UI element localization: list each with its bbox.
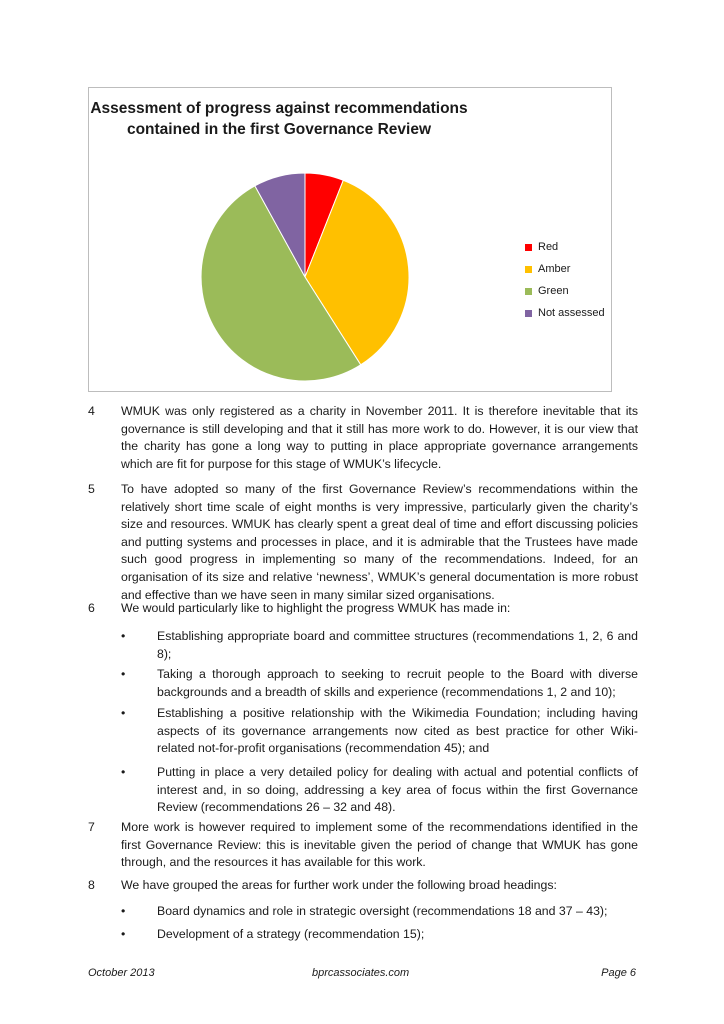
paragraph-text: WMUK was only registered as a charity in November 2011. It is therefore inevitable that its governance is still developing and that it still has more work to do. However, it is our view that the charity has gone a long way to putting in place appropriate governance arrangements which are fit for purpose for this stage of WMUK’s lifecycle. — [121, 404, 638, 471]
pie-chart — [88, 87, 612, 392]
bullet-item — [121, 628, 638, 663]
bullet-text: Taking a thorough approach to seeking to recruit people to the Board with diverse backgrounds and a breadth of skills and experience (recommendations 1, 2 and 10); — [157, 667, 638, 699]
chart-title-line-2: contained in the first Governance Review — [126, 121, 432, 138]
paragraph-number: 7 — [88, 820, 95, 834]
paragraph-7 — [88, 819, 638, 872]
legend-item-green — [525, 280, 605, 302]
bullet-item — [121, 926, 638, 944]
paragraph-number: 6 — [88, 601, 95, 615]
bullet-text: Establishing a positive relationship with the Wikimedia Foundation; including having aspects of its governance arrangements now cited as best practice for other Wiki-related not-for-profit organisations (recommendation 45); and — [157, 706, 638, 756]
paragraph-text: We would particularly like to highlight the progress WMUK has made in: — [121, 601, 511, 615]
bullet-icon: • — [121, 667, 126, 681]
paragraph-number: 4 — [88, 404, 95, 418]
bullet-icon: • — [121, 904, 126, 918]
bullet-icon: • — [121, 706, 126, 720]
paragraph-8 — [88, 877, 638, 895]
bullet-icon: • — [121, 629, 126, 643]
legend-swatch-amber — [525, 266, 532, 273]
legend-swatch-not-assessed — [525, 310, 532, 317]
legend-label-green: Green — [538, 285, 569, 297]
legend-label-red: Red — [538, 241, 559, 253]
paragraph-text: More work is however required to implement some of the recommendations identified in the first Governance Review: this is inevitable given the period of change that WMUK has gone through, and the resources it has available for this work. — [121, 820, 638, 870]
paragraph-5 — [88, 481, 638, 604]
legend-item-not-assessed — [525, 302, 605, 324]
paragraph-6 — [88, 600, 638, 618]
bullet-item — [121, 666, 638, 701]
bullet-text: Putting in place a very detailed policy for dealing with actual and potential conflicts of interest and, in so doing, addressing a key area of focus within the first Governance Review (recommendations 26 – 32 and 48). — [157, 765, 638, 815]
bullet-item — [121, 903, 638, 921]
bullet-icon: • — [121, 927, 126, 941]
bullet-text: Establishing appropriate board and committee structures (recommendations 1, 2, 6 and 8); — [157, 629, 638, 661]
footer-date: October 2013 — [88, 967, 155, 979]
chart-legend — [525, 236, 605, 324]
paragraph-number: 5 — [88, 482, 95, 496]
paragraph-4 — [88, 403, 638, 473]
bullet-item — [121, 764, 638, 817]
bullet-text: Development of a strategy (recommendation 15); — [157, 927, 425, 941]
bullet-item — [121, 705, 638, 758]
paragraph-text: To have adopted so many of the first Governance Review’s recommendations within the relatively short time scale of eight months is very impressive, particularly given the charity’s size and resources. WMUK has clearly spent a great deal of time and effort discussing policies and putting systems and processes in place, and it is admirable that the Trustees have made such good progress in implementing so many of the recommendations. Indeed, for an organisation of its size and relative ‘newness’, WMUK’s general documentation is more robust and effective than we have seen in many similar sized organisations. — [121, 482, 638, 602]
legend-item-amber — [525, 258, 605, 280]
footer-page-number: Page 6 — [601, 967, 636, 979]
bullet-icon: • — [121, 765, 126, 779]
legend-swatch-green — [525, 288, 532, 295]
bullet-text: Board dynamics and role in strategic oversight (recommendations 18 and 37 – 43); — [157, 904, 608, 918]
footer-website: bprcassociates.com — [312, 967, 410, 979]
paragraph-number: 8 — [88, 878, 95, 892]
chart-title-line-1: Assessment of progress against recommendations — [90, 100, 468, 117]
legend-swatch-red — [525, 244, 532, 251]
legend-item-red — [525, 236, 605, 258]
legend-label-amber: Amber — [538, 263, 571, 275]
legend-label-not-assessed: Not assessed — [538, 307, 605, 319]
paragraph-text: We have grouped the areas for further work under the following broad headings: — [121, 878, 557, 892]
